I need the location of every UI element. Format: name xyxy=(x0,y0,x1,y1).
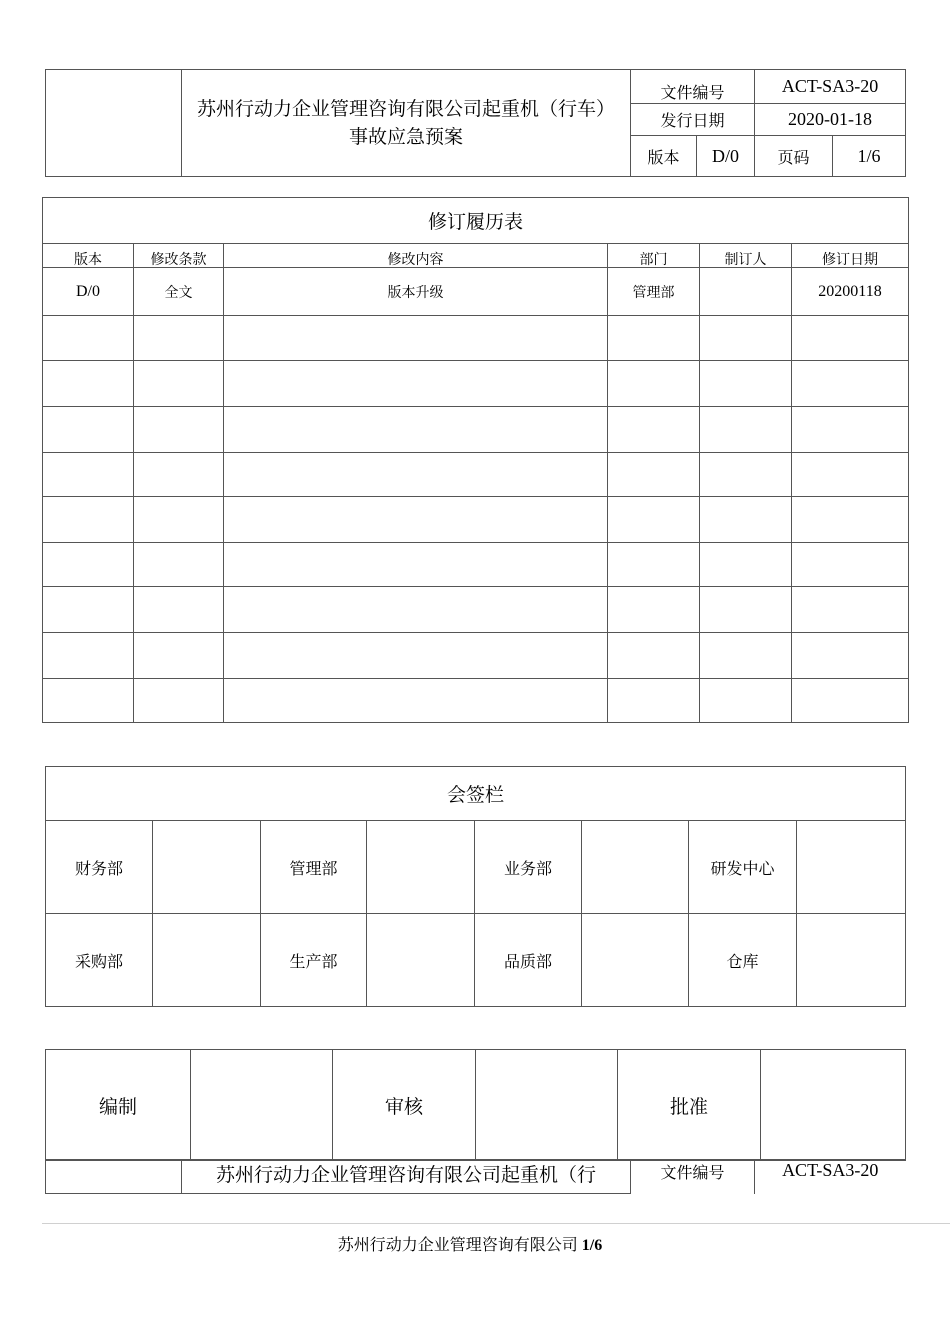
dept-label: 仓库 xyxy=(689,914,797,1007)
footer-company: 苏州行动力企业管理咨询有限公司 xyxy=(337,1237,578,1254)
countersign-title: 会签栏 xyxy=(46,767,906,821)
table-cell xyxy=(700,633,792,679)
table-cell xyxy=(224,587,608,633)
table-cell xyxy=(792,361,909,407)
table-cell xyxy=(43,679,134,723)
table-cell xyxy=(224,361,608,407)
table-cell xyxy=(700,587,792,633)
dept-label: 品质部 xyxy=(475,914,582,1007)
table-cell xyxy=(608,316,700,361)
table-cell xyxy=(700,316,792,361)
revision-history-table xyxy=(42,197,909,723)
document-header xyxy=(45,69,906,177)
dept-label: 管理部 xyxy=(261,821,367,914)
table-cell xyxy=(608,497,700,543)
page-value: 1/6 xyxy=(833,136,906,177)
table-cell xyxy=(43,497,134,543)
table-cell: D/0 xyxy=(43,268,134,316)
column-header: 修改内容 xyxy=(224,244,608,268)
table-cell xyxy=(608,543,700,587)
table-cell xyxy=(224,543,608,587)
table-cell xyxy=(224,497,608,543)
table-row xyxy=(43,497,909,543)
table-cell xyxy=(43,361,134,407)
table-cell xyxy=(134,543,224,587)
signature-box xyxy=(367,821,475,914)
table-cell xyxy=(43,453,134,497)
table-cell xyxy=(700,497,792,543)
table-cell: 20200118 xyxy=(792,268,909,316)
signature-box xyxy=(153,914,261,1007)
dept-label: 财务部 xyxy=(46,821,153,914)
table-row xyxy=(43,407,909,453)
table-cell xyxy=(608,679,700,723)
table-cell xyxy=(792,497,909,543)
logo-area xyxy=(46,1160,182,1194)
table-cell xyxy=(134,361,224,407)
footer-divider xyxy=(42,1223,950,1224)
table-cell xyxy=(134,633,224,679)
countersign-table xyxy=(45,766,906,1007)
revision-table-title: 修订履历表 xyxy=(43,198,909,244)
table-cell xyxy=(134,497,224,543)
version-label: 版本 xyxy=(631,136,697,177)
doc-number-value: ACT-SA3-20 xyxy=(755,1160,906,1194)
column-header: 版本 xyxy=(43,244,134,268)
table-cell xyxy=(224,407,608,453)
table-cell xyxy=(792,633,909,679)
dept-label: 采购部 xyxy=(46,914,153,1007)
table-cell xyxy=(792,407,909,453)
reviewed-label: 审核 xyxy=(333,1050,476,1161)
table-cell xyxy=(134,679,224,723)
dept-label: 生产部 xyxy=(261,914,367,1007)
approved-signature-box xyxy=(761,1050,906,1161)
table-cell xyxy=(700,268,792,316)
document-title-fragment: 苏州行动力企业管理咨询有限公司起重机（行 xyxy=(182,1160,631,1194)
doc-number-label: 文件编号 xyxy=(631,1160,755,1194)
table-cell xyxy=(700,361,792,407)
table-row xyxy=(43,587,909,633)
issue-date-label: 发行日期 xyxy=(631,104,755,136)
signature-box xyxy=(367,914,475,1007)
table-cell xyxy=(792,543,909,587)
table-cell xyxy=(792,453,909,497)
table-cell xyxy=(224,679,608,723)
table-cell xyxy=(608,453,700,497)
table-cell xyxy=(134,587,224,633)
table-cell xyxy=(608,587,700,633)
signature-box xyxy=(582,821,689,914)
approval-table xyxy=(45,1049,906,1161)
table-cell xyxy=(43,543,134,587)
table-cell xyxy=(43,633,134,679)
table-row xyxy=(43,361,909,407)
signature-box xyxy=(797,821,906,914)
document-title: 苏州行动力企业管理咨询有限公司起重机（行车）事故应急预案 xyxy=(182,70,631,177)
table-cell xyxy=(792,316,909,361)
page-label: 页码 xyxy=(755,136,833,177)
column-header: 修订日期 xyxy=(792,244,909,268)
version-value: D/0 xyxy=(697,136,755,177)
dept-label: 业务部 xyxy=(475,821,582,914)
table-cell xyxy=(134,453,224,497)
table-cell xyxy=(134,316,224,361)
table-cell xyxy=(792,679,909,723)
table-cell xyxy=(608,361,700,407)
table-cell xyxy=(700,453,792,497)
table-row xyxy=(43,679,909,723)
table-cell: 管理部 xyxy=(608,268,700,316)
table-row xyxy=(43,543,909,587)
page-footer xyxy=(0,1232,940,1255)
table-cell xyxy=(224,453,608,497)
table-row xyxy=(43,453,909,497)
table-cell xyxy=(43,587,134,633)
table-cell: 版本升级 xyxy=(224,268,608,316)
signature-box xyxy=(153,821,261,914)
table-cell: 全文 xyxy=(134,268,224,316)
doc-number-value: ACT-SA3-20 xyxy=(755,70,906,104)
signature-box xyxy=(797,914,906,1007)
table-cell xyxy=(43,316,134,361)
signature-box xyxy=(582,914,689,1007)
column-header: 修改条款 xyxy=(134,244,224,268)
column-header: 制订人 xyxy=(700,244,792,268)
table-cell xyxy=(43,407,134,453)
table-cell xyxy=(700,407,792,453)
reviewed-signature-box xyxy=(476,1050,618,1161)
table-cell xyxy=(224,316,608,361)
prepared-signature-box xyxy=(191,1050,333,1161)
table-cell xyxy=(608,633,700,679)
table-row xyxy=(43,316,909,361)
table-cell xyxy=(792,587,909,633)
column-header: 部门 xyxy=(608,244,700,268)
logo-area xyxy=(46,70,182,177)
table-cell xyxy=(608,407,700,453)
doc-number-label: 文件编号 xyxy=(631,70,755,104)
prepared-label: 编制 xyxy=(46,1050,191,1161)
issue-date-value: 2020-01-18 xyxy=(755,104,906,136)
table-row xyxy=(43,268,909,316)
approved-label: 批准 xyxy=(618,1050,761,1161)
table-cell xyxy=(700,679,792,723)
table-cell xyxy=(700,543,792,587)
dept-label: 研发中心 xyxy=(689,821,797,914)
table-cell xyxy=(134,407,224,453)
table-cell xyxy=(224,633,608,679)
next-page-header xyxy=(45,1159,906,1194)
table-row xyxy=(43,633,909,679)
footer-page-number: 1/6 xyxy=(581,1237,603,1254)
